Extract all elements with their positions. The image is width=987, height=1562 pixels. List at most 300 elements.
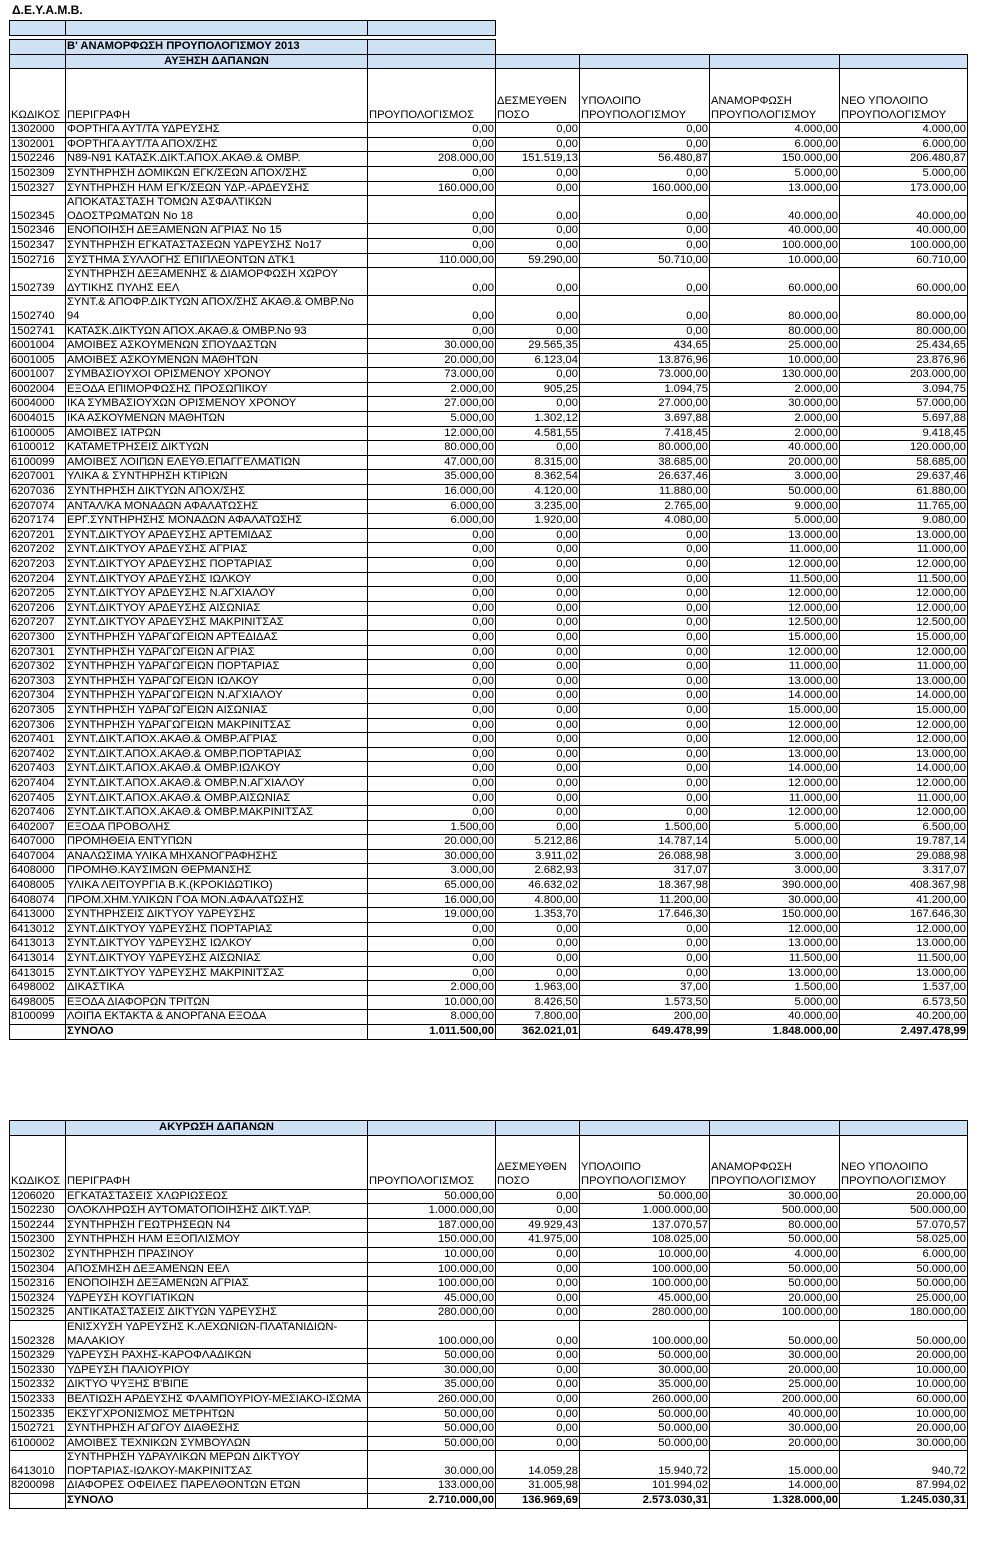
description-cell: ΣΥΝΤΗΡΗΣΗ ΥΔΡΑΓΩΓΕΙΩΝ Ν.ΑΓΧΙΑΛΟΥ — [66, 689, 368, 704]
new-remaining-cell: 12.000,00 — [840, 922, 968, 937]
budget-cell: 1.000.000,00 — [368, 1204, 496, 1219]
table-row — [10, 152, 968, 167]
committed-cell: 1.353,70 — [496, 908, 580, 923]
column-header-row — [10, 1135, 968, 1189]
code-cell: 6408074 — [10, 893, 66, 908]
code-cell: 6207305 — [10, 703, 66, 718]
table-row — [10, 1218, 968, 1233]
table-row — [10, 893, 968, 908]
committed-cell: 0,00 — [496, 166, 580, 181]
revision-cell: 3.000,00 — [710, 864, 840, 879]
code-cell: 1502346 — [10, 224, 66, 239]
table-row — [10, 1233, 968, 1248]
remaining-cell: 1.094,75 — [580, 382, 710, 397]
column-header-revision — [710, 69, 840, 123]
description-cell: ΦΟΡΤΗΓΑ ΑΥΤ/ΤΑ ΑΠΟΧ/ΣΗΣ — [66, 137, 368, 152]
table-row — [10, 703, 968, 718]
code-cell: 6207206 — [10, 601, 66, 616]
remaining-cell: 137.070,57 — [580, 1218, 710, 1233]
revision-cell: 50.000,00 — [710, 1320, 840, 1348]
new-remaining-cell: 57.070,57 — [840, 1218, 968, 1233]
table-row — [10, 196, 968, 224]
column-header-new-remaining — [840, 69, 968, 123]
description-cell: ΣΥΝΤ.ΔΙΚΤ.ΑΠΟΧ.ΑΚΑΘ.& ΟΜΒΡ.ΑΓΡΙΑΣ — [66, 733, 368, 748]
code-cell: 1502330 — [10, 1363, 66, 1378]
code-cell: 1502329 — [10, 1349, 66, 1364]
column-header-remaining — [580, 69, 710, 123]
table-row — [10, 864, 968, 879]
new-remaining-cell: 60.000,00 — [840, 268, 968, 296]
budget-cell: 0,00 — [368, 966, 496, 981]
description-cell: ΣΥΝΤ.ΔΙΚΤΥΟΥ ΑΡΔΕΥΣΗΣ ΠΟΡΤΑΡΙΑΣ — [66, 558, 368, 573]
budget-cell: 16.000,00 — [368, 485, 496, 500]
new-remaining-cell: 9.418,45 — [840, 426, 968, 441]
remaining-cell: 15.940,72 — [580, 1451, 710, 1479]
committed-cell: 6.123,04 — [496, 353, 580, 368]
new-remaining-cell: 19.787,14 — [840, 835, 968, 850]
revision-cell: 13.000,00 — [710, 674, 840, 689]
table-row — [10, 616, 968, 631]
new-remaining-cell: 87.994,02 — [840, 1479, 968, 1494]
code-cell: 6207204 — [10, 572, 66, 587]
revision-cell: 20.000,00 — [710, 455, 840, 470]
new-remaining-cell: 12.000,00 — [840, 718, 968, 733]
table-row — [10, 981, 968, 996]
table-row — [10, 412, 968, 427]
table-row — [10, 1392, 968, 1407]
revision-cell: 25.000,00 — [710, 1378, 840, 1393]
code-cell: 6207074 — [10, 499, 66, 514]
remaining-cell: 3.697,88 — [580, 412, 710, 427]
revision-cell: 11.500,00 — [710, 572, 840, 587]
budget-cell: 0,00 — [368, 791, 496, 806]
new-remaining-cell: 20.000,00 — [840, 1189, 968, 1204]
report-title-row — [10, 40, 968, 55]
remaining-cell: 0,00 — [580, 922, 710, 937]
column-header-committed — [496, 69, 580, 123]
remaining-cell: 0,00 — [580, 660, 710, 675]
new-remaining-cell: 50.000,00 — [840, 1320, 968, 1348]
committed-cell: 8.426,50 — [496, 995, 580, 1010]
remaining-cell: 10.000,00 — [580, 1247, 710, 1262]
budget-cell: 1.500,00 — [368, 820, 496, 835]
remaining-cell: 0,00 — [580, 689, 710, 704]
total-label: ΣΥΝΟΛΟ — [66, 1494, 368, 1509]
blank-cell — [710, 54, 840, 69]
revision-cell: 13.000,00 — [710, 528, 840, 543]
code-cell: 1502327 — [10, 181, 66, 196]
new-remaining-cell: 57.000,00 — [840, 397, 968, 412]
new-remaining-cell: 14.000,00 — [840, 689, 968, 704]
revision-cell: 12.000,00 — [710, 645, 840, 660]
table-row — [10, 718, 968, 733]
revision-cell: 40.000,00 — [710, 441, 840, 456]
remaining-cell: 18.367,98 — [580, 879, 710, 894]
code-cell: 1502721 — [10, 1422, 66, 1437]
revision-cell: 150.000,00 — [710, 908, 840, 923]
revision-cell: 80.000,00 — [710, 1218, 840, 1233]
remaining-cell: 0,00 — [580, 137, 710, 152]
blank-cell — [496, 54, 580, 69]
remaining-cell: 260.000,00 — [580, 1392, 710, 1407]
budget-cell: 150.000,00 — [368, 1233, 496, 1248]
committed-cell: 0,00 — [496, 324, 580, 339]
remaining-cell: 0,00 — [580, 762, 710, 777]
table-row — [10, 674, 968, 689]
new-remaining-cell: 29.637,46 — [840, 470, 968, 485]
table-row — [10, 820, 968, 835]
budget-cell: 80.000,00 — [368, 441, 496, 456]
new-remaining-cell: 20.000,00 — [840, 1422, 968, 1437]
new-remaining-cell: 11.500,00 — [840, 572, 968, 587]
code-cell: 6004015 — [10, 412, 66, 427]
remaining-cell: 38.685,00 — [580, 455, 710, 470]
new-remaining-cell: 40.200,00 — [840, 1010, 968, 1025]
table-row — [10, 441, 968, 456]
budget-cell: 8.000,00 — [368, 1010, 496, 1025]
revision-cell: 200.000,00 — [710, 1392, 840, 1407]
committed-cell: 0,00 — [496, 528, 580, 543]
column-header-committed — [496, 1135, 580, 1189]
new-remaining-cell: 3.317,07 — [840, 864, 968, 879]
table-row — [10, 1204, 968, 1219]
remaining-cell: 0,00 — [580, 674, 710, 689]
table-row — [10, 324, 968, 339]
code-cell: 1502230 — [10, 1204, 66, 1219]
revision-cell: 60.000,00 — [710, 268, 840, 296]
table-row — [10, 224, 968, 239]
new-remaining-cell: 12.000,00 — [840, 806, 968, 821]
committed-cell: 46.632,02 — [496, 879, 580, 894]
remaining-cell: 100.000,00 — [580, 1262, 710, 1277]
new-remaining-cell: 10.000,00 — [840, 1363, 968, 1378]
remaining-cell: 0,00 — [580, 196, 710, 224]
table-row — [10, 1306, 968, 1321]
remaining-cell: 0,00 — [580, 966, 710, 981]
budget-cell: 133.000,00 — [368, 1479, 496, 1494]
blank-cell — [496, 40, 580, 55]
new-remaining-cell: 13.000,00 — [840, 674, 968, 689]
description-cell: ΥΛΙΚΑ ΛΕΙΤΟΥΡΓΙΑ Β.Κ.(ΚΡΟΚΙΔΩΤΙΚΟ) — [66, 879, 368, 894]
committed-cell: 0,00 — [496, 776, 580, 791]
committed-cell: 0,00 — [496, 1247, 580, 1262]
header-blank-cell — [66, 21, 368, 36]
table-row — [10, 485, 968, 500]
code-cell: 6002004 — [10, 382, 66, 397]
description-cell: ΣΥΝΤΗΡΗΣΕΙΣ ΔΙΚΤΥΟΥ ΥΔΡΕΥΣΗΣ — [66, 908, 368, 923]
budget-cell: 1.011.500,00 — [368, 1025, 496, 1040]
budget-cell: 2.710.000,00 — [368, 1494, 496, 1509]
table-row — [10, 1277, 968, 1292]
table-row — [10, 238, 968, 253]
description-cell: ΥΔΡΕΥΣΗ ΠΑΛΙΟΥΡΙΟΥ — [66, 1363, 368, 1378]
description-cell: ΣΥΝΤΗΡΗΣΗ ΥΔΡΑΓΩΓΕΙΩΝ ΙΩΛΚΟΥ — [66, 674, 368, 689]
description-cell: ΕΝΟΠΟΙΗΣΗ ΔΕΞΑΜΕΝΩΝ ΑΓΡΙΑΣ — [66, 1277, 368, 1292]
code-cell: 1502345 — [10, 196, 66, 224]
code-cell: 1302000 — [10, 123, 66, 138]
committed-cell: 151.519,13 — [496, 152, 580, 167]
new-remaining-cell: 12.000,00 — [840, 587, 968, 602]
revision-cell: 6.000,00 — [710, 137, 840, 152]
committed-cell: 59.290,00 — [496, 253, 580, 268]
committed-cell: 0,00 — [496, 196, 580, 224]
remaining-cell: 35.000,00 — [580, 1378, 710, 1393]
revision-cell: 40.000,00 — [710, 1407, 840, 1422]
table-row — [10, 587, 968, 602]
description-cell: ΣΥΝΤΗΡΗΣΗ ΗΛΜ ΕΞΟΠΛΙΣΜΟΥ — [66, 1233, 368, 1248]
remaining-cell: 50.000,00 — [580, 1349, 710, 1364]
committed-cell: 0,00 — [496, 747, 580, 762]
remaining-cell: 7.418,45 — [580, 426, 710, 441]
table-row — [10, 1262, 968, 1277]
description-cell: ΣΥΝΤ.ΔΙΚΤΥΟΥ ΑΡΔΕΥΣΗΣ ΙΩΛΚΟΥ — [66, 572, 368, 587]
budget-cell: 0,00 — [368, 762, 496, 777]
blank-cell — [840, 54, 968, 69]
budget-cell: 0,00 — [368, 324, 496, 339]
description-cell: ΚΑΤΑΣΚ.ΔΙΚΤΥΩΝ ΑΠΟΧ.ΑΚΑΘ.& ΟΜΒΡ.Νο 93 — [66, 324, 368, 339]
budget-cell: 0,00 — [368, 587, 496, 602]
new-remaining-cell: 12.000,00 — [840, 733, 968, 748]
remaining-cell: 0,00 — [580, 601, 710, 616]
table-row — [10, 1291, 968, 1306]
column-header-row — [10, 69, 968, 123]
code-cell: 6100012 — [10, 441, 66, 456]
budget-cell: 20.000,00 — [368, 835, 496, 850]
remaining-cell: 0,00 — [580, 324, 710, 339]
table-row — [10, 922, 968, 937]
revision-cell: 50.000,00 — [710, 1233, 840, 1248]
revision-cell: 5.000,00 — [710, 835, 840, 850]
description-cell: ΣΥΝΤ.ΔΙΚΤ.ΑΠΟΧ.ΑΚΑΘ.& ΟΜΒΡ.ΠΟΡΤΑΡΙΑΣ — [66, 747, 368, 762]
committed-cell: 8.315,00 — [496, 455, 580, 470]
remaining-cell: 100.000,00 — [580, 1320, 710, 1348]
committed-cell: 0,00 — [496, 616, 580, 631]
new-remaining-cell: 173.000,00 — [840, 181, 968, 196]
revision-cell: 30.000,00 — [710, 893, 840, 908]
revision-cell: 3.000,00 — [710, 470, 840, 485]
new-remaining-cell: 408.367,98 — [840, 879, 968, 894]
budget-cell: 0,00 — [368, 268, 496, 296]
remaining-cell: 100.000,00 — [580, 1277, 710, 1292]
blank-cell — [840, 40, 968, 55]
committed-cell: 0,00 — [496, 296, 580, 324]
new-remaining-cell: 25.434,65 — [840, 339, 968, 354]
remaining-cell: 11.200,00 — [580, 893, 710, 908]
column-header-new-remaining-line2: ΠΡΟΥΠΟΛΟΓΙΣΜΟΥ — [841, 1175, 947, 1187]
revision-cell: 12.000,00 — [710, 587, 840, 602]
table-row — [10, 499, 968, 514]
table-row — [10, 137, 968, 152]
report-header-table — [9, 20, 496, 36]
committed-cell: 0,00 — [496, 660, 580, 675]
committed-cell: 4.581,55 — [496, 426, 580, 441]
committed-cell: 0,00 — [496, 806, 580, 821]
description-cell: ΣΥΝΤ.ΔΙΚΤ.ΑΠΟΧ.ΑΚΑΘ.& ΟΜΒΡ.ΜΑΚΡΙΝΙΤΣΑΣ — [66, 806, 368, 821]
new-remaining-cell: 29.088,98 — [840, 849, 968, 864]
committed-cell: 0,00 — [496, 601, 580, 616]
column-header-new-remaining-line2: ΠΡΟΥΠΟΛΟΓΙΣΜΟΥ — [841, 108, 947, 121]
committed-cell: 362.021,01 — [496, 1025, 580, 1040]
table-row — [10, 776, 968, 791]
committed-cell: 0,00 — [496, 630, 580, 645]
column-header-new-remaining-line1: ΝΕΟ ΥΠΟΛΟΙΠΟ — [841, 95, 929, 107]
budget-cell: 30.000,00 — [368, 339, 496, 354]
remaining-cell: 280.000,00 — [580, 1306, 710, 1321]
revision-cell: 1.848.000,00 — [710, 1025, 840, 1040]
committed-cell: 0,00 — [496, 587, 580, 602]
committed-cell: 4.800,00 — [496, 893, 580, 908]
description-cell: ΕΡΓ.ΣΥΝΤΗΡΗΣΗΣ ΜΟΝΑΔΩΝ ΑΦΑΛΑΤΩΣΗΣ — [66, 514, 368, 529]
code-cell: 6207403 — [10, 762, 66, 777]
remaining-cell: 0,00 — [580, 296, 710, 324]
budget-cell: 10.000,00 — [368, 995, 496, 1010]
remaining-cell: 0,00 — [580, 558, 710, 573]
new-remaining-cell: 10.000,00 — [840, 1407, 968, 1422]
budget-cell: 2.000,00 — [368, 981, 496, 996]
description-cell: ΕΝΟΠΟΙΗΣΗ ΔΕΞΑΜΕΝΩΝ ΑΓΡΙΑΣ Νο 15 — [66, 224, 368, 239]
table-row — [10, 806, 968, 821]
description-cell: ΕΞΟΔΑ ΕΠΙΜΟΡΦΩΣΗΣ ΠΡΟΣΩΠΙΚΟΥ — [66, 382, 368, 397]
description-cell: ΣΥΝΤΗΡΗΣΗ ΑΓΩΓΟΥ ΔΙΑΘΕΣΗΣ — [66, 1422, 368, 1437]
budget-cell: 0,00 — [368, 952, 496, 967]
code-cell: 1502335 — [10, 1407, 66, 1422]
description-cell: ΑΜΟΙΒΕΣ ΙΑΤΡΩΝ — [66, 426, 368, 441]
revision-cell: 1.328.000,00 — [710, 1494, 840, 1509]
committed-cell: 0,00 — [496, 966, 580, 981]
header-blank-cell — [368, 21, 496, 36]
budget-cell: 0,00 — [368, 137, 496, 152]
code-cell: 6001007 — [10, 368, 66, 383]
description-cell: ΕΚΣΥΓΧΡΟΝΙΣΜΟΣ ΜΕΤΡΗΤΩΝ — [66, 1407, 368, 1422]
revision-cell: 20.000,00 — [710, 1436, 840, 1451]
new-remaining-cell: 61.880,00 — [840, 485, 968, 500]
committed-cell: 0,00 — [496, 397, 580, 412]
revision-cell: 11.500,00 — [710, 952, 840, 967]
new-remaining-cell: 10.000,00 — [840, 1378, 968, 1393]
section-heading: ΑΚΥΡΩΣΗ ΔΑΠΑΝΩΝ — [66, 1121, 368, 1136]
revision-cell: 10.000,00 — [710, 353, 840, 368]
code-cell — [10, 1494, 66, 1509]
code-cell: 8100099 — [10, 1010, 66, 1025]
committed-cell: 0,00 — [496, 1363, 580, 1378]
revision-cell: 3.000,00 — [710, 849, 840, 864]
revision-cell: 5.000,00 — [710, 514, 840, 529]
table-row — [10, 1407, 968, 1422]
code-cell: 6207302 — [10, 660, 66, 675]
remaining-cell: 0,00 — [580, 718, 710, 733]
description-cell: ΣΥΝΤΗΡΗΣΗ ΓΕΩΤΡΗΣΕΩΝ Ν4 — [66, 1218, 368, 1233]
table-row — [10, 1349, 968, 1364]
column-header-code: ΚΩΔΙΚΟΣ — [10, 69, 66, 123]
new-remaining-cell: 15.000,00 — [840, 630, 968, 645]
remaining-cell: 0,00 — [580, 937, 710, 952]
table-row — [10, 995, 968, 1010]
code-cell: 6207174 — [10, 514, 66, 529]
budget-cell: 50.000,00 — [368, 1436, 496, 1451]
table-row — [10, 747, 968, 762]
remaining-cell: 50.710,00 — [580, 253, 710, 268]
new-remaining-cell: 12.000,00 — [840, 558, 968, 573]
committed-cell: 905,25 — [496, 382, 580, 397]
description-cell: ΑΠΟΚΑΤΑΣΤΑΣΗ ΤΟΜΩΝ ΑΣΦΑΛΤΙΚΩΝ ΟΔΟΣΤΡΩΜΑΤΩΝ Νο 18 — [66, 196, 368, 224]
table-row — [10, 762, 968, 777]
column-header-description: ΠΕΡΙΓΡΑΦΗ — [66, 69, 368, 123]
revision-cell: 12.000,00 — [710, 733, 840, 748]
revision-cell: 390.000,00 — [710, 879, 840, 894]
committed-cell: 0,00 — [496, 937, 580, 952]
description-cell: ΦΟΡΤΗΓΑ ΑΥΤ/ΤΑ ΥΔΡΕΥΣΗΣ — [66, 123, 368, 138]
revision-cell: 130.000,00 — [710, 368, 840, 383]
revision-cell: 13.000,00 — [710, 966, 840, 981]
code-cell: 1502716 — [10, 253, 66, 268]
budget-cell: 50.000,00 — [368, 1189, 496, 1204]
committed-cell: 31.005,98 — [496, 1479, 580, 1494]
budget-cell: 27.000,00 — [368, 397, 496, 412]
committed-cell: 0,00 — [496, 1349, 580, 1364]
code-cell: 6207036 — [10, 485, 66, 500]
budget-cell: 110.000,00 — [368, 253, 496, 268]
remaining-cell: 1.573,50 — [580, 995, 710, 1010]
description-cell: ΣΥΝΤ.ΔΙΚΤΥΟΥ ΑΡΔΕΥΣΗΣ ΜΑΚΡΙΝΙΤΣΑΣ — [66, 616, 368, 631]
remaining-cell: 0,00 — [580, 645, 710, 660]
committed-cell: 0,00 — [496, 791, 580, 806]
new-remaining-cell: 12.500,00 — [840, 616, 968, 631]
committed-cell: 0,00 — [496, 733, 580, 748]
code-cell: 6207207 — [10, 616, 66, 631]
committed-cell: 0,00 — [496, 441, 580, 456]
new-remaining-cell: 30.000,00 — [840, 1436, 968, 1451]
committed-cell: 0,00 — [496, 1320, 580, 1348]
remaining-cell: 0,00 — [580, 224, 710, 239]
column-header-revision-line1: ΑΝΑΜΟΡΦΩΣΗ — [711, 1161, 792, 1174]
code-cell: 1502332 — [10, 1378, 66, 1393]
remaining-cell: 50.000,00 — [580, 1189, 710, 1204]
description-cell: ΣΥΝΤ.ΔΙΚΤΥΟΥ ΑΡΔΕΥΣΗΣ ΑΡΤΕΜΙΔΑΣ — [66, 528, 368, 543]
description-cell: ΑΝΤΑΛ/ΚΑ ΜΟΝΑΔΩΝ ΑΦΑΛΑΤΩΣΗΣ — [66, 499, 368, 514]
description-cell: ΚΑΤΑΜΕΤΡΗΣΕΙΣ ΔΙΚΤΥΩΝ — [66, 441, 368, 456]
remaining-cell: 108.025,00 — [580, 1233, 710, 1248]
remaining-cell: 160.000,00 — [580, 181, 710, 196]
remaining-cell: 0,00 — [580, 123, 710, 138]
code-cell: 6207205 — [10, 587, 66, 602]
table-row — [10, 791, 968, 806]
budget-cell: 0,00 — [368, 224, 496, 239]
revision-cell: 2.000,00 — [710, 382, 840, 397]
new-remaining-cell: 12.000,00 — [840, 601, 968, 616]
code-cell: 1502739 — [10, 268, 66, 296]
committed-cell: 0,00 — [496, 689, 580, 704]
blank-cell — [580, 54, 710, 69]
column-header-budget: ΠΡΟΥΠΟΛΟΓΙΣΜΟΣ — [368, 69, 496, 123]
committed-cell: 0,00 — [496, 1291, 580, 1306]
revision-cell: 14.000,00 — [710, 762, 840, 777]
table-row — [10, 253, 968, 268]
new-remaining-cell: 6.000,00 — [840, 1247, 968, 1262]
table-row — [10, 879, 968, 894]
remaining-cell: 317,07 — [580, 864, 710, 879]
remaining-cell: 30.000,00 — [580, 1363, 710, 1378]
revision-cell: 12.000,00 — [710, 806, 840, 821]
header-blank-cell — [10, 21, 66, 36]
code-cell: 6207203 — [10, 558, 66, 573]
budget-cell: 0,00 — [368, 922, 496, 937]
new-remaining-cell: 9.080,00 — [840, 514, 968, 529]
new-remaining-cell: 40.000,00 — [840, 224, 968, 239]
description-cell: ΟΛΟΚΛΗΡΩΣΗ ΑΥΤΟΜΑΤΟΠΟΙΗΣΗΣ ΔΙΚΤ.ΥΔΡ. — [66, 1204, 368, 1219]
budget-cell: 0,00 — [368, 718, 496, 733]
column-header-revision-line2: ΠΡΟΥΠΟΛΟΓΙΣΜΟΥ — [711, 1175, 817, 1187]
new-remaining-cell: 6.573,50 — [840, 995, 968, 1010]
